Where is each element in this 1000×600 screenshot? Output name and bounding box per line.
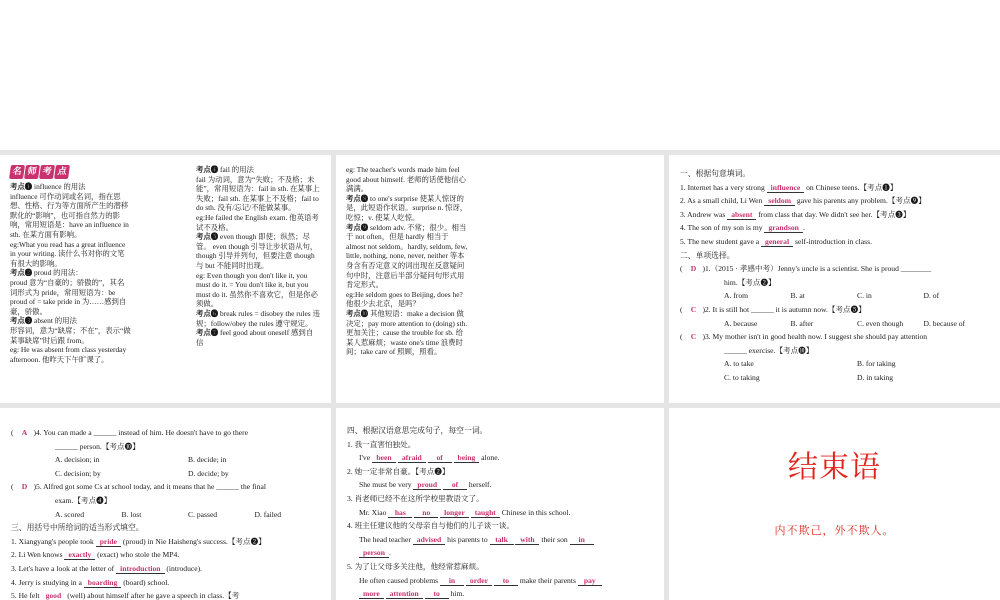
fill-item xyxy=(680,235,990,249)
answer-blank: absent xyxy=(727,210,756,220)
option: B. at xyxy=(790,291,805,301)
answer-blank: attention xyxy=(386,589,423,599)
question-text: (exact) who stole the MP4. xyxy=(95,550,180,560)
answer-blank: of xyxy=(443,480,467,490)
slide-exercises-1 xyxy=(669,155,1000,403)
answer-blank: pay xyxy=(578,576,602,586)
key-point-label: 考点❶ xyxy=(10,182,33,191)
note-paragraph xyxy=(196,165,320,175)
answer-blank: person xyxy=(359,548,389,558)
question-text: 3. Let's have a look at the letter of xyxy=(11,563,117,573)
answer-blank: to xyxy=(494,576,518,586)
sentence-text: their son xyxy=(539,534,570,544)
choice-options xyxy=(680,317,990,331)
key-point-label: 考点❻ xyxy=(196,308,219,318)
question-text: 4. The son of my son is my xyxy=(680,223,765,233)
answer-blank: order xyxy=(466,576,492,586)
note-text: eg: Even though you don't like it, you must do it. = You don't like it, but you must do it. 虽然你不喜欢它，但是你必须做。 xyxy=(196,270,318,309)
note-paragraph xyxy=(346,223,468,290)
note-text: influence 的用法 xyxy=(32,182,86,191)
ending-motto: 内不欺己，外不欺人。 xyxy=(774,524,895,537)
question-text: 2. Li Wen knows xyxy=(11,550,65,560)
note-text: break rules = disobey the rules 违规；follow/obey the rules 遵守规定。 xyxy=(196,308,320,328)
slide-key-points-2 xyxy=(336,155,664,403)
banner-char: 名 xyxy=(9,165,25,179)
fill-item xyxy=(11,589,321,600)
option: C. decision; by xyxy=(55,468,101,478)
fill-item xyxy=(11,576,321,590)
english-sentence xyxy=(347,533,654,547)
note-text: absent 的用法 xyxy=(32,316,77,326)
sentence-text: She must be very xyxy=(359,480,414,490)
exercise-content xyxy=(347,424,654,600)
note-paragraph xyxy=(346,194,468,223)
choice-options xyxy=(680,371,990,385)
paren: ( xyxy=(680,332,685,342)
option: B. decide; in xyxy=(188,455,227,465)
question-text: )5. Alfred got some Cs at school today, and it means that he ______ the final xyxy=(33,482,266,492)
sentence-text: herself. xyxy=(467,480,492,490)
question-text: 3. Andrew was xyxy=(680,209,728,219)
chinese-prompt: 1. 我一直害怕独处。 xyxy=(347,439,416,449)
answer-blank: in xyxy=(440,576,464,586)
note-paragraph xyxy=(346,165,468,194)
option: D. in taking xyxy=(857,372,894,382)
sentence-text: Mr. Xiao xyxy=(359,507,389,517)
key-points-column xyxy=(346,165,468,357)
note-paragraph xyxy=(346,309,468,357)
answer-blank: proud xyxy=(413,480,441,490)
choice-stem-cont: exam.【考点❹】 xyxy=(55,495,112,505)
choice-item xyxy=(11,426,321,480)
note-text: seldom adv. 不常；很少。相当于 not often，但是 hardly 相当于 almost not seldom。hardly, seldom, few, little, nothing, none, never, neither 等本身含有否定意义的词出现在反意疑问句中时，注意后半部分疑问句形式用肯定形式。 xyxy=(346,222,468,290)
answer-blank: of xyxy=(428,453,452,463)
answer-blank: no xyxy=(414,508,438,518)
choice-item xyxy=(680,330,990,384)
question-text: gave his parents any problem.【考点❾】 xyxy=(795,196,926,206)
note-paragraph xyxy=(196,328,320,347)
choice-options xyxy=(11,508,321,522)
choice-options xyxy=(11,467,321,481)
key-points-column-left xyxy=(10,165,131,364)
question-text: 4. Jerry is studying in a xyxy=(11,577,84,587)
note-text: even though 即使；纵然；尽管。 even though 引导让步状语从句，though 引导并列句，但要注意 though 与 but 不能同时出现。 xyxy=(196,232,318,270)
question-text: )2. It is still hot ______ it is autumn now.【考点❺】 xyxy=(702,304,866,314)
answer-blank: more xyxy=(359,589,384,599)
note-text: proud 意为“自豪的；骄傲的”，其名词形式为 pride，常用短语为：be proud of = take pride in 为……感到自豪，骄傲。 xyxy=(10,277,127,316)
answer-blank: introduction xyxy=(116,564,164,574)
fill-item xyxy=(11,562,321,576)
choice-item xyxy=(680,303,990,330)
section-heading: 二、单项选择。 xyxy=(680,250,735,260)
choice-stem xyxy=(680,303,990,317)
sentence-text: Chinese in this school. xyxy=(499,507,571,517)
option: C. passed xyxy=(188,509,218,519)
sentence-text: I've xyxy=(359,453,372,463)
answer-blank: longer xyxy=(440,508,469,518)
note-text: eg:He seldom goes to Beijing, does he? 他很少去北京，是吗？ xyxy=(346,289,463,309)
paren: ( xyxy=(11,428,16,437)
question-text: from class that day. We didn't see her.【考点❸】 xyxy=(756,209,911,219)
sentence-text: him. xyxy=(448,589,465,599)
choice-stem xyxy=(680,330,990,344)
option: C. even though xyxy=(857,318,904,328)
option: C. to taking xyxy=(724,372,760,382)
answer-blank: seldom xyxy=(764,196,795,206)
key-point-label: 考点❹ xyxy=(196,165,219,174)
note-text: eg:He failed the English exam. 他英语考试不及格。 xyxy=(196,212,319,232)
question-text: )3. My mother isn't in good health now. I suggest she should pay attention xyxy=(702,332,928,342)
answer-blank: to xyxy=(425,589,449,599)
choice-stem xyxy=(680,262,990,276)
note-paragraph xyxy=(196,309,320,328)
note-text: 形容词，意为“缺席；不在”，表示“做某事缺席”时后跟 from。 xyxy=(10,325,131,345)
note-paragraph xyxy=(196,213,320,232)
fill-item xyxy=(680,194,990,208)
option: D. because of xyxy=(923,318,966,328)
sentence-text: The head teacher xyxy=(359,534,413,544)
note-text: eg: The teacher's words made him feel good about himself. 老师的话使他信心满满。 xyxy=(346,165,466,194)
paren: ( xyxy=(680,304,685,314)
english-sentence xyxy=(347,451,654,465)
option: A. from xyxy=(724,291,749,301)
option: A. scored xyxy=(55,509,85,519)
question-text: 1. Xiangyang's people took xyxy=(11,536,96,546)
key-point-label: 考点❾ xyxy=(346,222,369,232)
sentence-text: his parents to xyxy=(445,534,490,544)
option: D. decide; by xyxy=(188,468,229,478)
note-paragraph xyxy=(10,316,131,326)
choice-options xyxy=(680,289,990,303)
answer-blank: in xyxy=(570,535,594,545)
option: A. decision; in xyxy=(55,455,100,465)
sentence-text: . xyxy=(388,548,391,558)
banner-char: 师 xyxy=(24,165,40,179)
answer-blank: boarding xyxy=(84,578,122,588)
sentence-text: He often caused problems xyxy=(359,575,440,585)
choice-options xyxy=(680,357,990,371)
answer-blank: with xyxy=(515,535,539,545)
choice-item xyxy=(680,262,990,303)
note-text: fail 为动词，意为“失败；不及格；未能”，常用短语为：fail in sth. 在某事上失败；fail sth. 在某事上不及格；fail to do sth. 没有/忘记/不能做某事。 xyxy=(196,174,320,213)
banner-char: 点 xyxy=(54,165,70,179)
ending-title: 结束语 xyxy=(788,450,881,485)
choice-answer: C xyxy=(690,332,697,342)
sentence-text: make their parents xyxy=(517,575,578,585)
question-text: (proud) in Nie Haisheng's success.【考点❷】 xyxy=(121,536,266,546)
question-text: (board) school. xyxy=(121,577,170,587)
paren: ( xyxy=(680,264,685,274)
option: C. in xyxy=(857,291,872,301)
section-banner xyxy=(10,165,131,179)
option: A. because xyxy=(724,318,758,328)
question-text: (well) about himself after he gave a speech in class.【考 xyxy=(65,591,240,600)
option: D. failed xyxy=(254,509,282,519)
fill-item xyxy=(680,181,990,195)
option: D. of xyxy=(923,291,940,301)
choice-options xyxy=(11,453,321,467)
fill-item xyxy=(680,221,990,235)
key-point-label: 考点❺ xyxy=(196,232,219,242)
english-sentence xyxy=(347,546,654,560)
question-text: self-introduction in class. xyxy=(793,236,872,246)
answer-blank: general xyxy=(761,237,793,247)
banner-char: 考 xyxy=(39,165,55,179)
chinese-prompt: 3. 肖老师已经不在这所学校里教语文了。 xyxy=(347,493,484,503)
slide-key-points-1 xyxy=(0,155,331,403)
chinese-prompt: 4. 班主任建议他的父母亲自与他们的儿子谈一谈。 xyxy=(347,521,515,531)
answer-blank: has xyxy=(388,508,412,518)
note-paragraph xyxy=(10,268,131,278)
key-point-label: 考点❽ xyxy=(346,193,369,203)
choice-answer: D xyxy=(21,482,28,492)
english-sentence xyxy=(347,587,654,600)
paren: ( xyxy=(11,482,16,492)
answer-blank: grandson xyxy=(764,223,802,233)
note-paragraph xyxy=(196,271,320,309)
answer-blank: good xyxy=(41,591,65,600)
slide-exercises-2 xyxy=(0,408,331,600)
choice-stem xyxy=(11,426,321,440)
chinese-prompt: 5. 为了让父母多关注他，他经常惹麻烦。 xyxy=(347,561,484,571)
note-paragraph xyxy=(10,326,131,345)
key-point-label: 考点❸ xyxy=(10,316,33,326)
question-text: on Chinese teens.【考点❶】 xyxy=(804,182,898,192)
option: B. for taking xyxy=(857,359,896,369)
note-text: feel good about oneself 感到自信 xyxy=(196,328,314,347)
answer-blank: exactly xyxy=(64,550,95,560)
note-text: to one's surprise 使某人惊讶的是，此短语作状语。surprise n. 惊讶，吃惊；v. 使某人吃惊。 xyxy=(346,193,468,222)
answer-blank: being xyxy=(454,453,480,463)
option: B. lost xyxy=(121,509,142,519)
answer-blank: advised xyxy=(413,535,445,545)
english-sentence xyxy=(347,506,654,520)
section-heading: 三、用括号中所给词的适当形式填空。 xyxy=(11,523,144,533)
answer-blank: taught xyxy=(471,508,500,518)
key-point-label: 考点❷ xyxy=(10,268,33,278)
question-text: (introduce). xyxy=(164,563,203,573)
note-text: proud 的用法： xyxy=(32,268,83,278)
choice-answer: C xyxy=(690,304,697,314)
answer-blank: been xyxy=(372,453,396,463)
slide-exercises-3 xyxy=(336,408,664,600)
question-text: 1. Internet has a very strong xyxy=(680,182,767,192)
option: B. after xyxy=(790,318,814,328)
option: A. to take xyxy=(724,359,754,369)
answer-blank: talk xyxy=(490,535,514,545)
question-text: )1.（2015 · 孝感中考）Jenny's uncle is a scientist. She is proud ________ xyxy=(702,264,932,274)
note-paragraph xyxy=(10,182,131,192)
choice-stem-cont: him.【考点❷】 xyxy=(724,277,776,287)
section-heading: 四、根据汉语意思完成句子，每空一词。 xyxy=(347,426,488,435)
choice-stem-cont: ______ exercise.【考点❿】 xyxy=(724,345,814,355)
note-paragraph xyxy=(10,240,131,269)
note-paragraph xyxy=(10,192,131,240)
section-heading: 一、根据句意填词。 xyxy=(680,169,751,178)
note-text: fail 的用法 xyxy=(218,165,254,174)
key-point-label: 考点❼ xyxy=(196,328,219,338)
english-sentence xyxy=(347,478,654,492)
question-text: )4. You can made a ______ instead of him. He doesn't have to go there xyxy=(33,428,249,437)
question-text: . xyxy=(802,223,805,233)
choice-stem-cont: ______ person.【考点❿】 xyxy=(55,441,140,451)
note-paragraph xyxy=(346,290,468,309)
exercise-content xyxy=(680,167,990,385)
choice-answer: A xyxy=(21,428,28,437)
note-text: eg: He was absent from class yesterday afternoon. 他昨天下午旷课了。 xyxy=(10,345,127,364)
question-text: 5. He felt xyxy=(11,591,42,600)
english-sentence xyxy=(347,574,654,588)
fill-item xyxy=(11,535,321,549)
note-paragraph xyxy=(196,232,320,270)
sentence-text: alone. xyxy=(479,453,500,463)
note-paragraph xyxy=(10,345,131,364)
answer-blank: pride xyxy=(96,537,121,547)
answer-blank: influence xyxy=(767,183,805,193)
blank-header-area xyxy=(0,0,1000,150)
note-text: eg:What you read has a great influence in your writing. 读什么书对你的文笔有很大的影响。 xyxy=(10,239,126,268)
choice-stem xyxy=(11,480,321,494)
question-text: 5. The new student gave a xyxy=(680,236,762,246)
note-paragraph xyxy=(10,278,131,316)
exercise-content xyxy=(11,426,321,600)
choice-answer: D xyxy=(690,264,697,274)
answer-blank: afraid xyxy=(398,453,426,463)
note-paragraph xyxy=(196,175,320,213)
fill-item xyxy=(11,548,321,562)
note-text: 其他短语：make a decision 做决定；pay more attention to (doing) sth. 更加关注；cause the trouble for sb. 给某人惹麻烦；waste one's time 浪费时间；take care of 照顾，照看。 xyxy=(346,308,468,357)
key-point-label: 考点❿ xyxy=(346,308,369,318)
chinese-prompt: 2. 她一定非常自豪。【考点❷】 xyxy=(347,466,450,476)
key-points-column-right xyxy=(196,165,320,347)
choice-item xyxy=(11,480,321,521)
slide-ending xyxy=(669,408,1000,600)
fill-item xyxy=(680,208,990,222)
question-text: 2. As a small child, Li Wen xyxy=(680,196,765,206)
note-text: influence 可作动词或名词，指在思想、性格、行为等方面所产生的潜移默化的“影响”，也可指自然力的影响，常用短语是：have an influence in sth. 在某方面有影响。 xyxy=(10,191,129,239)
